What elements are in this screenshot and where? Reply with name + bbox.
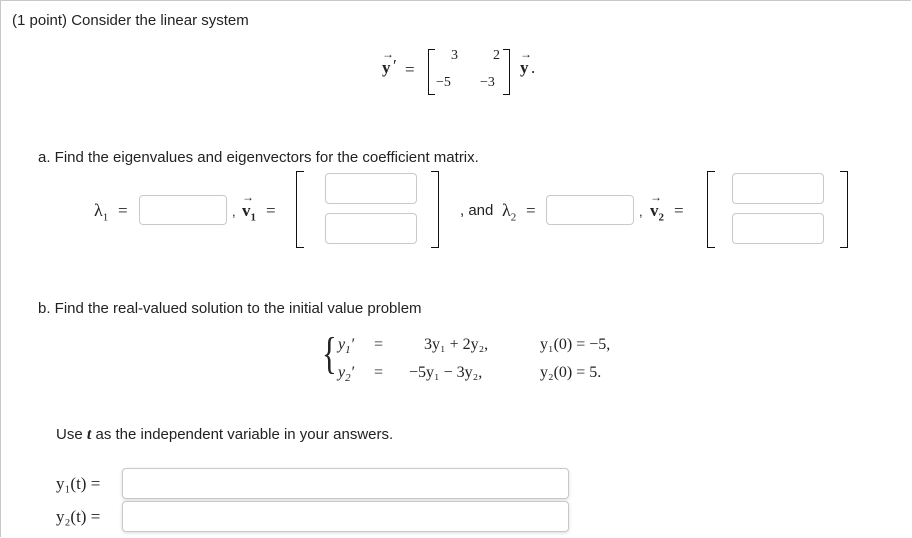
system-brace: { <box>322 329 337 378</box>
y2-answer-input[interactable] <box>122 501 569 532</box>
v1-label: → $v_1$ <box>242 201 256 223</box>
v2-top-input[interactable] <box>732 173 824 204</box>
row1-lhs: $y_1'$ <box>338 336 355 357</box>
row1-equals: = <box>374 336 384 353</box>
row1-rhs: 3y₁ + 2y₂, <box>424 336 489 353</box>
comma-after-lambda2: , <box>639 204 643 219</box>
v2-left-bracket <box>707 171 715 248</box>
lambda1-label: $\lambda_1$ <box>94 200 109 224</box>
matrix-a22: −3 <box>480 75 495 90</box>
rhs-vector: → y <box>520 58 529 78</box>
independent-variable-note: Use t as the independent variable in your answers. <box>56 426 394 443</box>
comma-after-lambda1: , <box>232 204 236 219</box>
y2-answer-label: y₂(t) = <box>56 507 101 526</box>
part-b-prompt: b. Find the real-valued solution to the initial value problem <box>38 300 422 317</box>
row2-rhs: −5y₁ − 3y₂, <box>409 364 483 381</box>
row2-lhs: $y_2'$ <box>338 364 355 385</box>
v1-bottom-input[interactable] <box>325 213 417 244</box>
matrix-a21: −5 <box>436 75 451 90</box>
v2-bottom-input[interactable] <box>732 213 824 244</box>
lhs-vector: → y <box>382 58 391 78</box>
row1-initial-condition: y₁(0) = −5, <box>540 336 611 353</box>
and-text: , and <box>460 202 494 219</box>
lhs-prime: ′ <box>393 56 397 75</box>
problem-header: (1 point) Consider the linear system <box>12 12 249 29</box>
matrix-right-bracket <box>503 49 510 95</box>
lambda1-equals: = <box>118 201 128 220</box>
equation-period: . <box>531 58 536 77</box>
equals-sign: = <box>405 60 415 79</box>
matrix-left-bracket <box>428 49 435 95</box>
v2-equals: = <box>674 201 684 220</box>
matrix-a11: 3 <box>451 48 458 63</box>
lambda2-label: $\lambda_2$ <box>502 200 517 224</box>
row2-equals: = <box>374 364 384 381</box>
lambda2-input[interactable] <box>546 195 634 225</box>
v1-equals: = <box>266 201 276 220</box>
v1-right-bracket <box>431 171 439 248</box>
v2-label: → $v_2$ <box>650 201 664 223</box>
lambda1-input[interactable] <box>139 195 227 225</box>
y1-answer-input[interactable] <box>122 468 569 499</box>
row2-initial-condition: y₂(0) = 5. <box>540 364 602 381</box>
v1-top-input[interactable] <box>325 173 417 204</box>
v2-right-bracket <box>840 171 848 248</box>
lambda2-equals: = <box>526 201 536 220</box>
v1-left-bracket <box>296 171 304 248</box>
y1-answer-label: y₁(t) = <box>56 474 101 493</box>
matrix-a12: 2 <box>493 48 500 63</box>
part-a-prompt: a. Find the eigenvalues and eigenvectors for the coefficient matrix. <box>38 149 479 166</box>
